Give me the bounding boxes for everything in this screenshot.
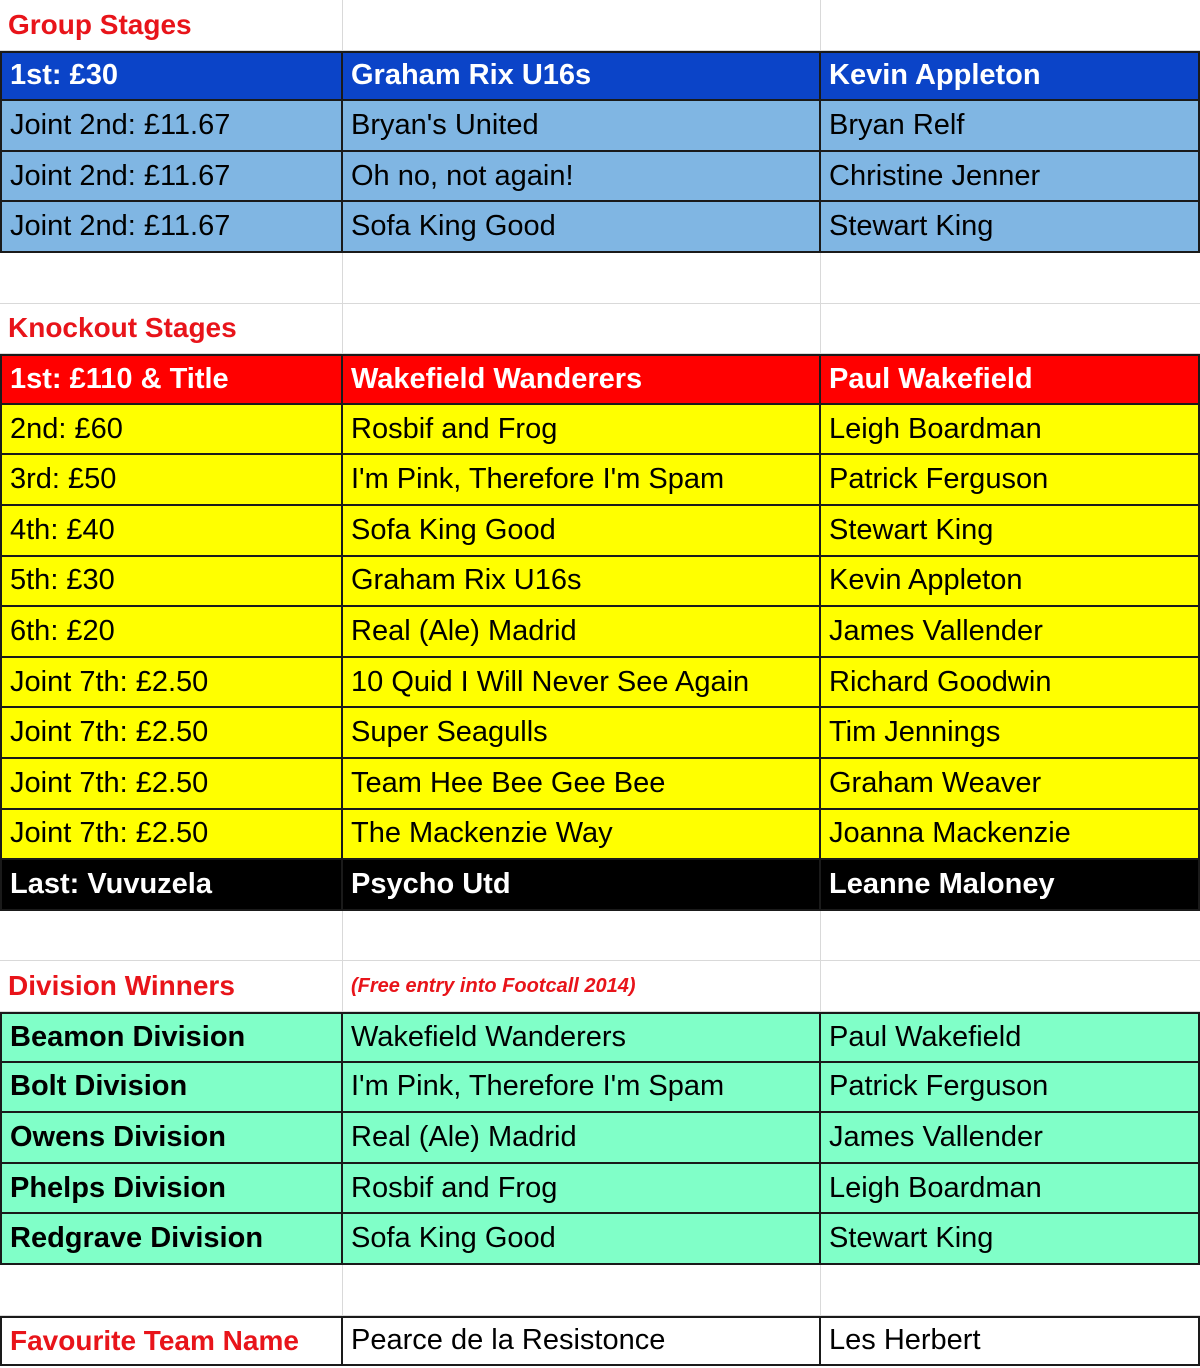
manager-text: Patrick Ferguson bbox=[829, 1070, 1049, 1103]
prize-text: Joint 7th: £2.50 bbox=[10, 665, 209, 698]
prize-text: 6th: £20 bbox=[10, 614, 115, 647]
manager-text: Les Herbert bbox=[829, 1324, 981, 1357]
team-cell[interactable] bbox=[343, 860, 821, 911]
team-cell[interactable] bbox=[343, 1316, 821, 1367]
division-row bbox=[0, 1012, 1200, 1063]
manager-text: Leanne Maloney bbox=[829, 867, 1055, 900]
group-prize-row bbox=[0, 202, 1200, 253]
manager-cell[interactable] bbox=[821, 202, 1200, 253]
favourite-row bbox=[0, 1316, 1200, 1367]
manager-cell[interactable] bbox=[821, 455, 1200, 506]
prize-cell[interactable] bbox=[0, 455, 343, 506]
team-text: Super Seagulls bbox=[351, 716, 548, 749]
prize-text: Joint 2nd: £11.67 bbox=[10, 108, 231, 141]
blank-row bbox=[0, 253, 1200, 304]
prize-text: 4th: £40 bbox=[10, 513, 115, 546]
favourite-team-name-label: Favourite Team Name bbox=[10, 1324, 299, 1356]
cell[interactable] bbox=[343, 1265, 821, 1316]
group-title-row bbox=[0, 0, 1200, 51]
manager-text: James Vallender bbox=[829, 1120, 1043, 1153]
division-cell[interactable] bbox=[0, 1113, 343, 1164]
manager-cell[interactable] bbox=[821, 1063, 1200, 1114]
prize-cell[interactable] bbox=[0, 354, 343, 405]
team-cell[interactable] bbox=[343, 658, 821, 709]
manager-text: Paul Wakefield bbox=[829, 362, 1033, 395]
cell[interactable] bbox=[821, 253, 1200, 304]
prize-text: 1st: £110 & Title bbox=[10, 362, 229, 395]
cell[interactable] bbox=[0, 304, 343, 355]
manager-text: Kevin Appleton bbox=[829, 59, 1041, 92]
team-text: 10 Quid I Will Never See Again bbox=[351, 665, 750, 698]
manager-text: Tim Jennings bbox=[829, 716, 1001, 749]
division-row bbox=[0, 1063, 1200, 1114]
manager-text: Kevin Appleton bbox=[829, 564, 1023, 597]
prize-cell[interactable] bbox=[0, 51, 343, 102]
manager-text: Paul Wakefield bbox=[829, 1020, 1022, 1053]
team-text: I'm Pink, Therefore I'm Spam bbox=[351, 463, 725, 496]
knockout-prize-row bbox=[0, 405, 1200, 456]
group-prize-row bbox=[0, 152, 1200, 203]
manager-text: Leigh Boardman bbox=[829, 1171, 1042, 1204]
knockout-prize-row bbox=[0, 506, 1200, 557]
manager-cell[interactable] bbox=[821, 1113, 1200, 1164]
team-cell[interactable] bbox=[343, 1214, 821, 1265]
team-text: Real (Ale) Madrid bbox=[351, 614, 577, 647]
team-text: I'm Pink, Therefore I'm Spam bbox=[351, 1070, 725, 1103]
prize-cell[interactable] bbox=[0, 860, 343, 911]
division-row bbox=[0, 1214, 1200, 1265]
knockout-prize-row bbox=[0, 708, 1200, 759]
blank-row bbox=[0, 911, 1200, 962]
cell[interactable] bbox=[0, 911, 343, 962]
manager-text: Stewart King bbox=[829, 513, 994, 546]
prize-cell[interactable] bbox=[0, 759, 343, 810]
blank-row bbox=[0, 1265, 1200, 1316]
manager-text: Christine Jenner bbox=[829, 159, 1041, 192]
team-cell[interactable] bbox=[343, 51, 821, 102]
manager-cell[interactable] bbox=[821, 658, 1200, 709]
team-text: Wakefield Wanderers bbox=[351, 1020, 627, 1053]
team-cell[interactable] bbox=[343, 708, 821, 759]
cell[interactable] bbox=[343, 0, 821, 51]
cell[interactable] bbox=[343, 253, 821, 304]
prize-cell[interactable] bbox=[0, 152, 343, 203]
cell[interactable] bbox=[0, 0, 343, 51]
knockout-prize-row bbox=[0, 607, 1200, 658]
knockout-prize-row bbox=[0, 759, 1200, 810]
team-text: Graham Rix U16s bbox=[351, 564, 582, 597]
prize-cell[interactable] bbox=[0, 557, 343, 608]
team-text: Sofa King Good bbox=[351, 513, 556, 546]
cell[interactable] bbox=[0, 961, 343, 1012]
division-winners-title: Division Winners bbox=[8, 970, 235, 1002]
team-text: Team Hee Bee Gee Bee bbox=[351, 766, 666, 799]
team-cell[interactable] bbox=[343, 1164, 821, 1215]
team-cell[interactable] bbox=[343, 810, 821, 861]
knockout-prize-row bbox=[0, 455, 1200, 506]
free-entry-note: (Free entry into Footcall 2014) bbox=[351, 974, 636, 997]
group-stages-title: Group Stages bbox=[8, 8, 192, 40]
division-row bbox=[0, 1113, 1200, 1164]
cell[interactable] bbox=[821, 1265, 1200, 1316]
manager-cell[interactable] bbox=[821, 1316, 1200, 1367]
division-text: Beamon Division bbox=[10, 1020, 246, 1053]
cell[interactable] bbox=[821, 911, 1200, 962]
team-text: Wakefield Wanderers bbox=[351, 362, 643, 395]
division-text: Phelps Division bbox=[10, 1171, 226, 1204]
manager-cell[interactable] bbox=[821, 557, 1200, 608]
cell[interactable] bbox=[0, 1265, 343, 1316]
prize-text: Joint 7th: £2.50 bbox=[10, 817, 209, 850]
team-cell[interactable] bbox=[343, 152, 821, 203]
prize-cell[interactable] bbox=[0, 708, 343, 759]
manager-text: Joanna Mackenzie bbox=[829, 817, 1071, 850]
division-cell[interactable] bbox=[0, 1214, 343, 1265]
manager-text: Richard Goodwin bbox=[829, 665, 1052, 698]
knockout-prize-row bbox=[0, 658, 1200, 709]
prize-cell[interactable] bbox=[0, 202, 343, 253]
team-cell[interactable] bbox=[343, 1012, 821, 1063]
team-text: Sofa King Good bbox=[351, 210, 556, 243]
knockout-prize-row bbox=[0, 860, 1200, 911]
knockout-title-row bbox=[0, 304, 1200, 355]
manager-cell[interactable] bbox=[821, 810, 1200, 861]
manager-text: Stewart King bbox=[829, 210, 994, 243]
manager-cell[interactable] bbox=[821, 708, 1200, 759]
team-cell[interactable] bbox=[343, 607, 821, 658]
team-text: Psycho Utd bbox=[351, 867, 511, 900]
manager-cell[interactable] bbox=[821, 1012, 1200, 1063]
manager-text: Leigh Boardman bbox=[829, 412, 1042, 445]
prize-text: Last: Vuvuzela bbox=[10, 867, 212, 900]
manager-cell[interactable] bbox=[821, 152, 1200, 203]
manager-cell[interactable] bbox=[821, 860, 1200, 911]
division-text: Bolt Division bbox=[10, 1070, 188, 1103]
cell[interactable] bbox=[0, 253, 343, 304]
knockout-prize-row bbox=[0, 354, 1200, 405]
group-prize-row bbox=[0, 51, 1200, 102]
team-text: Bryan's United bbox=[351, 108, 539, 141]
team-text: The Mackenzie Way bbox=[351, 817, 613, 850]
cell[interactable] bbox=[343, 304, 821, 355]
manager-cell[interactable] bbox=[821, 759, 1200, 810]
team-cell[interactable] bbox=[343, 1113, 821, 1164]
prize-cell[interactable] bbox=[0, 810, 343, 861]
prize-text: Joint 2nd: £11.67 bbox=[10, 210, 231, 243]
knockout-prize-row bbox=[0, 810, 1200, 861]
manager-text: Patrick Ferguson bbox=[829, 463, 1049, 496]
group-prize-row bbox=[0, 101, 1200, 152]
prize-text: Joint 7th: £2.50 bbox=[10, 766, 209, 799]
prize-cell[interactable] bbox=[0, 607, 343, 658]
cell[interactable] bbox=[821, 304, 1200, 355]
manager-cell[interactable] bbox=[821, 607, 1200, 658]
team-cell[interactable] bbox=[343, 455, 821, 506]
team-cell[interactable] bbox=[343, 557, 821, 608]
team-cell[interactable] bbox=[343, 101, 821, 152]
team-text: Pearce de la Resistonce bbox=[351, 1324, 666, 1357]
prize-text: 2nd: £60 bbox=[10, 412, 123, 445]
prize-text: Joint 2nd: £11.67 bbox=[10, 159, 231, 192]
manager-cell[interactable] bbox=[821, 51, 1200, 102]
prize-text: 5th: £30 bbox=[10, 564, 115, 597]
manager-cell[interactable] bbox=[821, 506, 1200, 557]
prize-cell[interactable] bbox=[0, 101, 343, 152]
team-text: Rosbif and Frog bbox=[351, 412, 558, 445]
team-cell[interactable] bbox=[343, 1063, 821, 1114]
cell[interactable] bbox=[821, 0, 1200, 51]
manager-text: Graham Weaver bbox=[829, 766, 1042, 799]
manager-text: Stewart King bbox=[829, 1222, 994, 1255]
team-cell[interactable] bbox=[343, 506, 821, 557]
division-title-row bbox=[0, 961, 1200, 1012]
cell[interactable] bbox=[343, 911, 821, 962]
manager-cell[interactable] bbox=[821, 354, 1200, 405]
favourite-label-cell[interactable] bbox=[0, 1316, 343, 1367]
manager-text: James Vallender bbox=[829, 614, 1043, 647]
cell[interactable] bbox=[343, 961, 821, 1012]
team-text: Graham Rix U16s bbox=[351, 59, 592, 92]
prize-text: Joint 7th: £2.50 bbox=[10, 716, 209, 749]
prize-text: 1st: £30 bbox=[10, 59, 119, 92]
team-cell[interactable] bbox=[343, 759, 821, 810]
prize-cell[interactable] bbox=[0, 506, 343, 557]
division-cell[interactable] bbox=[0, 1012, 343, 1063]
team-text: Sofa King Good bbox=[351, 1222, 556, 1255]
prize-cell[interactable] bbox=[0, 405, 343, 456]
manager-cell[interactable] bbox=[821, 1214, 1200, 1265]
manager-cell[interactable] bbox=[821, 405, 1200, 456]
knockout-prize-row bbox=[0, 557, 1200, 608]
team-text: Real (Ale) Madrid bbox=[351, 1120, 577, 1153]
division-cell[interactable] bbox=[0, 1063, 343, 1114]
cell[interactable] bbox=[821, 961, 1200, 1012]
prize-text: 3rd: £50 bbox=[10, 463, 117, 496]
prize-cell[interactable] bbox=[0, 658, 343, 709]
knockout-stages-title: Knockout Stages bbox=[8, 312, 237, 344]
manager-cell[interactable] bbox=[821, 101, 1200, 152]
team-cell[interactable] bbox=[343, 202, 821, 253]
division-cell[interactable] bbox=[0, 1164, 343, 1215]
manager-cell[interactable] bbox=[821, 1164, 1200, 1215]
division-text: Redgrave Division bbox=[10, 1222, 264, 1255]
team-text: Oh no, not again! bbox=[351, 159, 574, 192]
division-text: Owens Division bbox=[10, 1120, 226, 1153]
team-text: Rosbif and Frog bbox=[351, 1171, 558, 1204]
team-cell[interactable] bbox=[343, 354, 821, 405]
team-cell[interactable] bbox=[343, 405, 821, 456]
manager-text: Bryan Relf bbox=[829, 108, 965, 141]
division-row bbox=[0, 1164, 1200, 1215]
